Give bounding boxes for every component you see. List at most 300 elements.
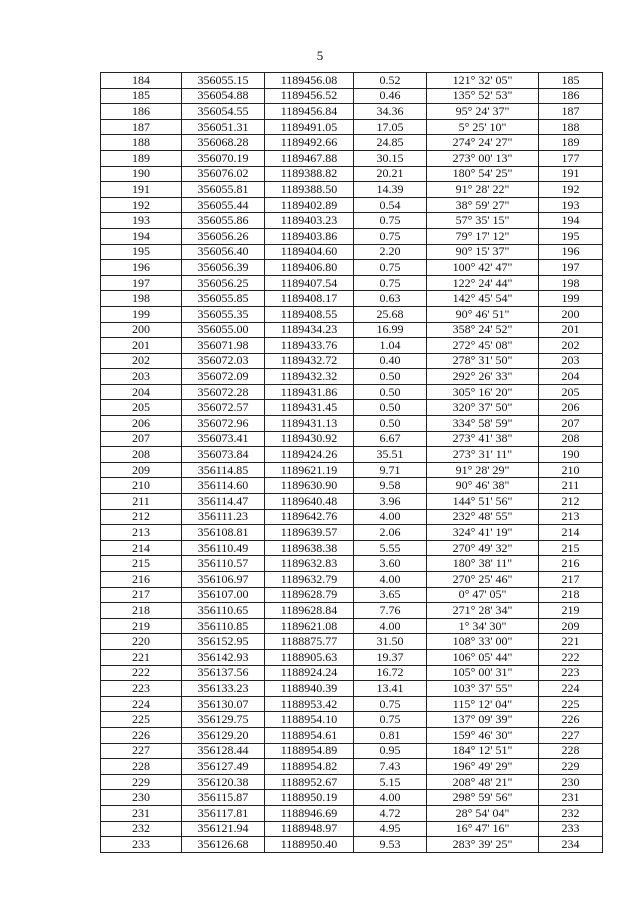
distance-cell: 0.50 xyxy=(354,369,427,385)
y-coordinate-cell: 1189632.79 xyxy=(265,572,354,588)
distance-cell: 9.58 xyxy=(354,478,427,494)
table-row xyxy=(101,322,603,338)
table-row xyxy=(101,135,603,151)
bearing-cell: 144° 51' 56" xyxy=(427,494,539,510)
bearing-cell: 278° 31' 50" xyxy=(427,353,539,369)
y-coordinate-cell: 1189628.84 xyxy=(265,603,354,619)
x-coordinate-cell: 356072.09 xyxy=(182,369,265,385)
point-number-cell: 228 xyxy=(101,759,182,775)
y-coordinate-cell: 1188950.40 xyxy=(265,837,354,853)
x-coordinate-cell: 356111.23 xyxy=(182,509,265,525)
x-coordinate-cell: 356117.81 xyxy=(182,805,265,821)
next-point-cell: 224 xyxy=(539,681,603,697)
distance-cell: 4.95 xyxy=(354,821,427,837)
table-row xyxy=(101,88,603,104)
next-point-cell: 212 xyxy=(539,494,603,510)
distance-cell: 0.63 xyxy=(354,291,427,307)
y-coordinate-cell: 1189430.92 xyxy=(265,431,354,447)
point-number-cell: 191 xyxy=(101,182,182,198)
table-row xyxy=(101,774,603,790)
x-coordinate-cell: 356110.65 xyxy=(182,603,265,619)
distance-cell: 0.40 xyxy=(354,353,427,369)
point-number-cell: 193 xyxy=(101,213,182,229)
coordinates-table xyxy=(100,72,603,853)
table-row xyxy=(101,213,603,229)
distance-cell: 16.72 xyxy=(354,665,427,681)
bearing-cell: 1° 34' 30" xyxy=(427,618,539,634)
next-point-cell: 227 xyxy=(539,727,603,743)
table-row xyxy=(101,681,603,697)
distance-cell: 24.85 xyxy=(354,135,427,151)
distance-cell: 19.37 xyxy=(354,649,427,665)
x-coordinate-cell: 356072.57 xyxy=(182,400,265,416)
x-coordinate-cell: 356128.44 xyxy=(182,743,265,759)
next-point-cell: 187 xyxy=(539,104,603,120)
x-coordinate-cell: 356120.38 xyxy=(182,774,265,790)
x-coordinate-cell: 356127.49 xyxy=(182,759,265,775)
point-number-cell: 197 xyxy=(101,275,182,291)
table-row xyxy=(101,431,603,447)
table-row xyxy=(101,462,603,478)
table-row xyxy=(101,228,603,244)
bearing-cell: 90° 46' 51" xyxy=(427,306,539,322)
table-row xyxy=(101,743,603,759)
next-point-cell: 206 xyxy=(539,400,603,416)
point-number-cell: 204 xyxy=(101,384,182,400)
point-number-cell: 196 xyxy=(101,260,182,276)
x-coordinate-cell: 356056.25 xyxy=(182,275,265,291)
distance-cell: 2.20 xyxy=(354,244,427,260)
y-coordinate-cell: 1189408.55 xyxy=(265,306,354,322)
y-coordinate-cell: 1189628.79 xyxy=(265,587,354,603)
x-coordinate-cell: 356070.19 xyxy=(182,150,265,166)
bearing-cell: 108° 33' 00" xyxy=(427,634,539,650)
x-coordinate-cell: 356056.26 xyxy=(182,228,265,244)
x-coordinate-cell: 356054.88 xyxy=(182,88,265,104)
next-point-cell: 231 xyxy=(539,790,603,806)
next-point-cell: 185 xyxy=(539,73,603,89)
x-coordinate-cell: 356054.55 xyxy=(182,104,265,120)
point-number-cell: 210 xyxy=(101,478,182,494)
table-row xyxy=(101,525,603,541)
bearing-cell: 106° 05' 44" xyxy=(427,649,539,665)
y-coordinate-cell: 1189432.32 xyxy=(265,369,354,385)
x-coordinate-cell: 356110.85 xyxy=(182,618,265,634)
y-coordinate-cell: 1189632.83 xyxy=(265,556,354,572)
y-coordinate-cell: 1189407.54 xyxy=(265,275,354,291)
next-point-cell: 193 xyxy=(539,197,603,213)
distance-cell: 3.96 xyxy=(354,494,427,510)
bearing-cell: 100° 42' 47" xyxy=(427,260,539,276)
bearing-cell: 273° 31' 11" xyxy=(427,447,539,463)
x-coordinate-cell: 356130.07 xyxy=(182,696,265,712)
y-coordinate-cell: 1188948.97 xyxy=(265,821,354,837)
distance-cell: 20.21 xyxy=(354,166,427,182)
bearing-cell: 196° 49' 29" xyxy=(427,759,539,775)
bearing-cell: 324° 41' 19" xyxy=(427,525,539,541)
table-row xyxy=(101,275,603,291)
point-number-cell: 220 xyxy=(101,634,182,650)
point-number-cell: 192 xyxy=(101,197,182,213)
next-point-cell: 222 xyxy=(539,649,603,665)
distance-cell: 4.00 xyxy=(354,790,427,806)
next-point-cell: 189 xyxy=(539,135,603,151)
y-coordinate-cell: 1188950.19 xyxy=(265,790,354,806)
y-coordinate-cell: 1188946.69 xyxy=(265,805,354,821)
table-row xyxy=(101,182,603,198)
distance-cell: 7.43 xyxy=(354,759,427,775)
table-row xyxy=(101,509,603,525)
next-point-cell: 203 xyxy=(539,353,603,369)
next-point-cell: 223 xyxy=(539,665,603,681)
y-coordinate-cell: 1189424.26 xyxy=(265,447,354,463)
y-coordinate-cell: 1189388.82 xyxy=(265,166,354,182)
point-number-cell: 186 xyxy=(101,104,182,120)
bearing-cell: 115° 12' 04" xyxy=(427,696,539,712)
x-coordinate-cell: 356114.60 xyxy=(182,478,265,494)
next-point-cell: 233 xyxy=(539,821,603,837)
point-number-cell: 208 xyxy=(101,447,182,463)
bearing-cell: 5° 25' 10" xyxy=(427,119,539,135)
point-number-cell: 214 xyxy=(101,540,182,556)
point-number-cell: 218 xyxy=(101,603,182,619)
bearing-cell: 334° 58' 59" xyxy=(427,416,539,432)
x-coordinate-cell: 356072.28 xyxy=(182,384,265,400)
x-coordinate-cell: 356072.96 xyxy=(182,416,265,432)
next-point-cell: 214 xyxy=(539,525,603,541)
point-number-cell: 200 xyxy=(101,322,182,338)
bearing-cell: 271° 28' 34" xyxy=(427,603,539,619)
point-number-cell: 222 xyxy=(101,665,182,681)
bearing-cell: 180° 38' 11" xyxy=(427,556,539,572)
y-coordinate-cell: 1189621.19 xyxy=(265,462,354,478)
x-coordinate-cell: 356071.98 xyxy=(182,338,265,354)
x-coordinate-cell: 356126.68 xyxy=(182,837,265,853)
bearing-cell: 274° 24' 27" xyxy=(427,135,539,151)
table-row xyxy=(101,478,603,494)
next-point-cell: 217 xyxy=(539,572,603,588)
distance-cell: 0.50 xyxy=(354,416,427,432)
table-row xyxy=(101,150,603,166)
bearing-cell: 0° 47' 05" xyxy=(427,587,539,603)
point-number-cell: 226 xyxy=(101,727,182,743)
distance-cell: 7.76 xyxy=(354,603,427,619)
distance-cell: 13.41 xyxy=(354,681,427,697)
next-point-cell: 186 xyxy=(539,88,603,104)
next-point-cell: 200 xyxy=(539,306,603,322)
next-point-cell: 216 xyxy=(539,556,603,572)
y-coordinate-cell: 1189433.76 xyxy=(265,338,354,354)
table-row xyxy=(101,353,603,369)
next-point-cell: 225 xyxy=(539,696,603,712)
next-point-cell: 208 xyxy=(539,431,603,447)
point-number-cell: 203 xyxy=(101,369,182,385)
bearing-cell: 137° 09' 39" xyxy=(427,712,539,728)
x-coordinate-cell: 356055.15 xyxy=(182,73,265,89)
bearing-cell: 91° 28' 22" xyxy=(427,182,539,198)
point-number-cell: 190 xyxy=(101,166,182,182)
distance-cell: 0.52 xyxy=(354,73,427,89)
distance-cell: 4.00 xyxy=(354,572,427,588)
y-coordinate-cell: 1189456.08 xyxy=(265,73,354,89)
point-number-cell: 187 xyxy=(101,119,182,135)
bearing-cell: 121° 32' 05" xyxy=(427,73,539,89)
bearing-cell: 305° 16' 20" xyxy=(427,384,539,400)
table-row xyxy=(101,540,603,556)
distance-cell: 3.60 xyxy=(354,556,427,572)
x-coordinate-cell: 356055.35 xyxy=(182,306,265,322)
point-number-cell: 233 xyxy=(101,837,182,853)
point-number-cell: 195 xyxy=(101,244,182,260)
table-row xyxy=(101,306,603,322)
distance-cell: 3.65 xyxy=(354,587,427,603)
table-row xyxy=(101,260,603,276)
y-coordinate-cell: 1188940.39 xyxy=(265,681,354,697)
next-point-cell: 205 xyxy=(539,384,603,400)
x-coordinate-cell: 356114.85 xyxy=(182,462,265,478)
distance-cell: 5.15 xyxy=(354,774,427,790)
next-point-cell: 202 xyxy=(539,338,603,354)
next-point-cell: 191 xyxy=(539,166,603,182)
bearing-cell: 273° 00' 13" xyxy=(427,150,539,166)
bearing-cell: 298° 59' 56" xyxy=(427,790,539,806)
y-coordinate-cell: 1188875.77 xyxy=(265,634,354,650)
x-coordinate-cell: 356110.57 xyxy=(182,556,265,572)
next-point-cell: 192 xyxy=(539,182,603,198)
y-coordinate-cell: 1188954.10 xyxy=(265,712,354,728)
x-coordinate-cell: 356056.39 xyxy=(182,260,265,276)
point-number-cell: 198 xyxy=(101,291,182,307)
table-row xyxy=(101,197,603,213)
x-coordinate-cell: 356108.81 xyxy=(182,525,265,541)
table-body xyxy=(101,73,603,853)
next-point-cell: 228 xyxy=(539,743,603,759)
x-coordinate-cell: 356115.87 xyxy=(182,790,265,806)
distance-cell: 0.46 xyxy=(354,88,427,104)
point-number-cell: 206 xyxy=(101,416,182,432)
bearing-cell: 180° 54' 25" xyxy=(427,166,539,182)
x-coordinate-cell: 356051.31 xyxy=(182,119,265,135)
distance-cell: 31.50 xyxy=(354,634,427,650)
next-point-cell: 213 xyxy=(539,509,603,525)
y-coordinate-cell: 1189431.86 xyxy=(265,384,354,400)
point-number-cell: 221 xyxy=(101,649,182,665)
y-coordinate-cell: 1189621.08 xyxy=(265,618,354,634)
next-point-cell: 177 xyxy=(539,150,603,166)
distance-cell: 0.54 xyxy=(354,197,427,213)
table-row xyxy=(101,104,603,120)
next-point-cell: 230 xyxy=(539,774,603,790)
bearing-cell: 320° 37' 50" xyxy=(427,400,539,416)
x-coordinate-cell: 356055.81 xyxy=(182,182,265,198)
bearing-cell: 91° 28' 29" xyxy=(427,462,539,478)
distance-cell: 16.99 xyxy=(354,322,427,338)
distance-cell: 0.50 xyxy=(354,400,427,416)
x-coordinate-cell: 356072.03 xyxy=(182,353,265,369)
x-coordinate-cell: 356068.28 xyxy=(182,135,265,151)
next-point-cell: 201 xyxy=(539,322,603,338)
point-number-cell: 230 xyxy=(101,790,182,806)
x-coordinate-cell: 356106.97 xyxy=(182,572,265,588)
y-coordinate-cell: 1189403.23 xyxy=(265,213,354,229)
x-coordinate-cell: 356129.75 xyxy=(182,712,265,728)
point-number-cell: 205 xyxy=(101,400,182,416)
distance-cell: 34.36 xyxy=(354,104,427,120)
next-point-cell: 204 xyxy=(539,369,603,385)
bearing-cell: 95° 24' 37" xyxy=(427,104,539,120)
next-point-cell: 199 xyxy=(539,291,603,307)
distance-cell: 14.39 xyxy=(354,182,427,198)
next-point-cell: 226 xyxy=(539,712,603,728)
distance-cell: 9.53 xyxy=(354,837,427,853)
next-point-cell: 215 xyxy=(539,540,603,556)
y-coordinate-cell: 1189404.60 xyxy=(265,244,354,260)
point-number-cell: 207 xyxy=(101,431,182,447)
next-point-cell: 188 xyxy=(539,119,603,135)
distance-cell: 1.04 xyxy=(354,338,427,354)
point-number-cell: 217 xyxy=(101,587,182,603)
table-row xyxy=(101,805,603,821)
next-point-cell: 197 xyxy=(539,260,603,276)
point-number-cell: 185 xyxy=(101,88,182,104)
distance-cell: 0.75 xyxy=(354,275,427,291)
y-coordinate-cell: 1189456.84 xyxy=(265,104,354,120)
point-number-cell: 229 xyxy=(101,774,182,790)
distance-cell: 30.15 xyxy=(354,150,427,166)
y-coordinate-cell: 1188954.89 xyxy=(265,743,354,759)
distance-cell: 0.75 xyxy=(354,213,427,229)
bearing-cell: 292° 26' 33" xyxy=(427,369,539,385)
next-point-cell: 221 xyxy=(539,634,603,650)
point-number-cell: 188 xyxy=(101,135,182,151)
y-coordinate-cell: 1188924.24 xyxy=(265,665,354,681)
table-row xyxy=(101,494,603,510)
point-number-cell: 209 xyxy=(101,462,182,478)
bearing-cell: 142° 45' 54" xyxy=(427,291,539,307)
distance-cell: 35.51 xyxy=(354,447,427,463)
bearing-cell: 208° 48' 21" xyxy=(427,774,539,790)
distance-cell: 5.55 xyxy=(354,540,427,556)
bearing-cell: 103° 37' 55" xyxy=(427,681,539,697)
x-coordinate-cell: 356137.56 xyxy=(182,665,265,681)
y-coordinate-cell: 1189402.89 xyxy=(265,197,354,213)
point-number-cell: 232 xyxy=(101,821,182,837)
distance-cell: 6.67 xyxy=(354,431,427,447)
table-row xyxy=(101,73,603,89)
y-coordinate-cell: 1189431.13 xyxy=(265,416,354,432)
distance-cell: 0.50 xyxy=(354,384,427,400)
next-point-cell: 198 xyxy=(539,275,603,291)
x-coordinate-cell: 356073.84 xyxy=(182,447,265,463)
bearing-cell: 184° 12' 51" xyxy=(427,743,539,759)
table-row xyxy=(101,291,603,307)
distance-cell: 0.75 xyxy=(354,696,427,712)
x-coordinate-cell: 356055.00 xyxy=(182,322,265,338)
y-coordinate-cell: 1188952.67 xyxy=(265,774,354,790)
bearing-cell: 57° 35' 15" xyxy=(427,213,539,229)
table-row xyxy=(101,572,603,588)
table-row xyxy=(101,618,603,634)
table-row xyxy=(101,244,603,260)
x-coordinate-cell: 356107.00 xyxy=(182,587,265,603)
bearing-cell: 16° 47' 16" xyxy=(427,821,539,837)
next-point-cell: 218 xyxy=(539,587,603,603)
point-number-cell: 227 xyxy=(101,743,182,759)
distance-cell: 17.05 xyxy=(354,119,427,135)
y-coordinate-cell: 1189642.76 xyxy=(265,509,354,525)
x-coordinate-cell: 356129.20 xyxy=(182,727,265,743)
y-coordinate-cell: 1189456.52 xyxy=(265,88,354,104)
bearing-cell: 273° 41' 38" xyxy=(427,431,539,447)
x-coordinate-cell: 356110.49 xyxy=(182,540,265,556)
bearing-cell: 38° 59' 27" xyxy=(427,197,539,213)
y-coordinate-cell: 1189640.48 xyxy=(265,494,354,510)
next-point-cell: 190 xyxy=(539,447,603,463)
y-coordinate-cell: 1189638.38 xyxy=(265,540,354,556)
next-point-cell: 194 xyxy=(539,213,603,229)
y-coordinate-cell: 1189406.80 xyxy=(265,260,354,276)
point-number-cell: 184 xyxy=(101,73,182,89)
point-number-cell: 212 xyxy=(101,509,182,525)
table-row xyxy=(101,384,603,400)
y-coordinate-cell: 1188953.42 xyxy=(265,696,354,712)
y-coordinate-cell: 1189492.66 xyxy=(265,135,354,151)
distance-cell: 9.71 xyxy=(354,462,427,478)
point-number-cell: 202 xyxy=(101,353,182,369)
table-row xyxy=(101,727,603,743)
point-number-cell: 211 xyxy=(101,494,182,510)
bearing-cell: 122° 24' 44" xyxy=(427,275,539,291)
next-point-cell: 219 xyxy=(539,603,603,619)
table-row xyxy=(101,400,603,416)
bearing-cell: 358° 24' 52" xyxy=(427,322,539,338)
bearing-cell: 135° 52' 53" xyxy=(427,88,539,104)
y-coordinate-cell: 1189434.23 xyxy=(265,322,354,338)
bearing-cell: 90° 46' 38" xyxy=(427,478,539,494)
table-row xyxy=(101,447,603,463)
bearing-cell: 232° 48' 55" xyxy=(427,509,539,525)
point-number-cell: 216 xyxy=(101,572,182,588)
point-number-cell: 215 xyxy=(101,556,182,572)
point-number-cell: 201 xyxy=(101,338,182,354)
x-coordinate-cell: 356055.86 xyxy=(182,213,265,229)
point-number-cell: 225 xyxy=(101,712,182,728)
next-point-cell: 196 xyxy=(539,244,603,260)
x-coordinate-cell: 356055.85 xyxy=(182,291,265,307)
bearing-cell: 159° 46' 30" xyxy=(427,727,539,743)
table-row xyxy=(101,166,603,182)
y-coordinate-cell: 1189431.45 xyxy=(265,400,354,416)
table-row xyxy=(101,416,603,432)
y-coordinate-cell: 1189491.05 xyxy=(265,119,354,135)
table-row xyxy=(101,790,603,806)
table-row xyxy=(101,634,603,650)
x-coordinate-cell: 356121.94 xyxy=(182,821,265,837)
next-point-cell: 207 xyxy=(539,416,603,432)
page-number: 5 xyxy=(316,48,324,63)
table-row xyxy=(101,712,603,728)
point-number-cell: 224 xyxy=(101,696,182,712)
x-coordinate-cell: 356114.47 xyxy=(182,494,265,510)
next-point-cell: 234 xyxy=(539,837,603,853)
y-coordinate-cell: 1189467.88 xyxy=(265,150,354,166)
x-coordinate-cell: 356073.41 xyxy=(182,431,265,447)
x-coordinate-cell: 356142.93 xyxy=(182,649,265,665)
table-row xyxy=(101,837,603,853)
table-row xyxy=(101,696,603,712)
bearing-cell: 28° 54' 04" xyxy=(427,805,539,821)
distance-cell: 0.75 xyxy=(354,712,427,728)
